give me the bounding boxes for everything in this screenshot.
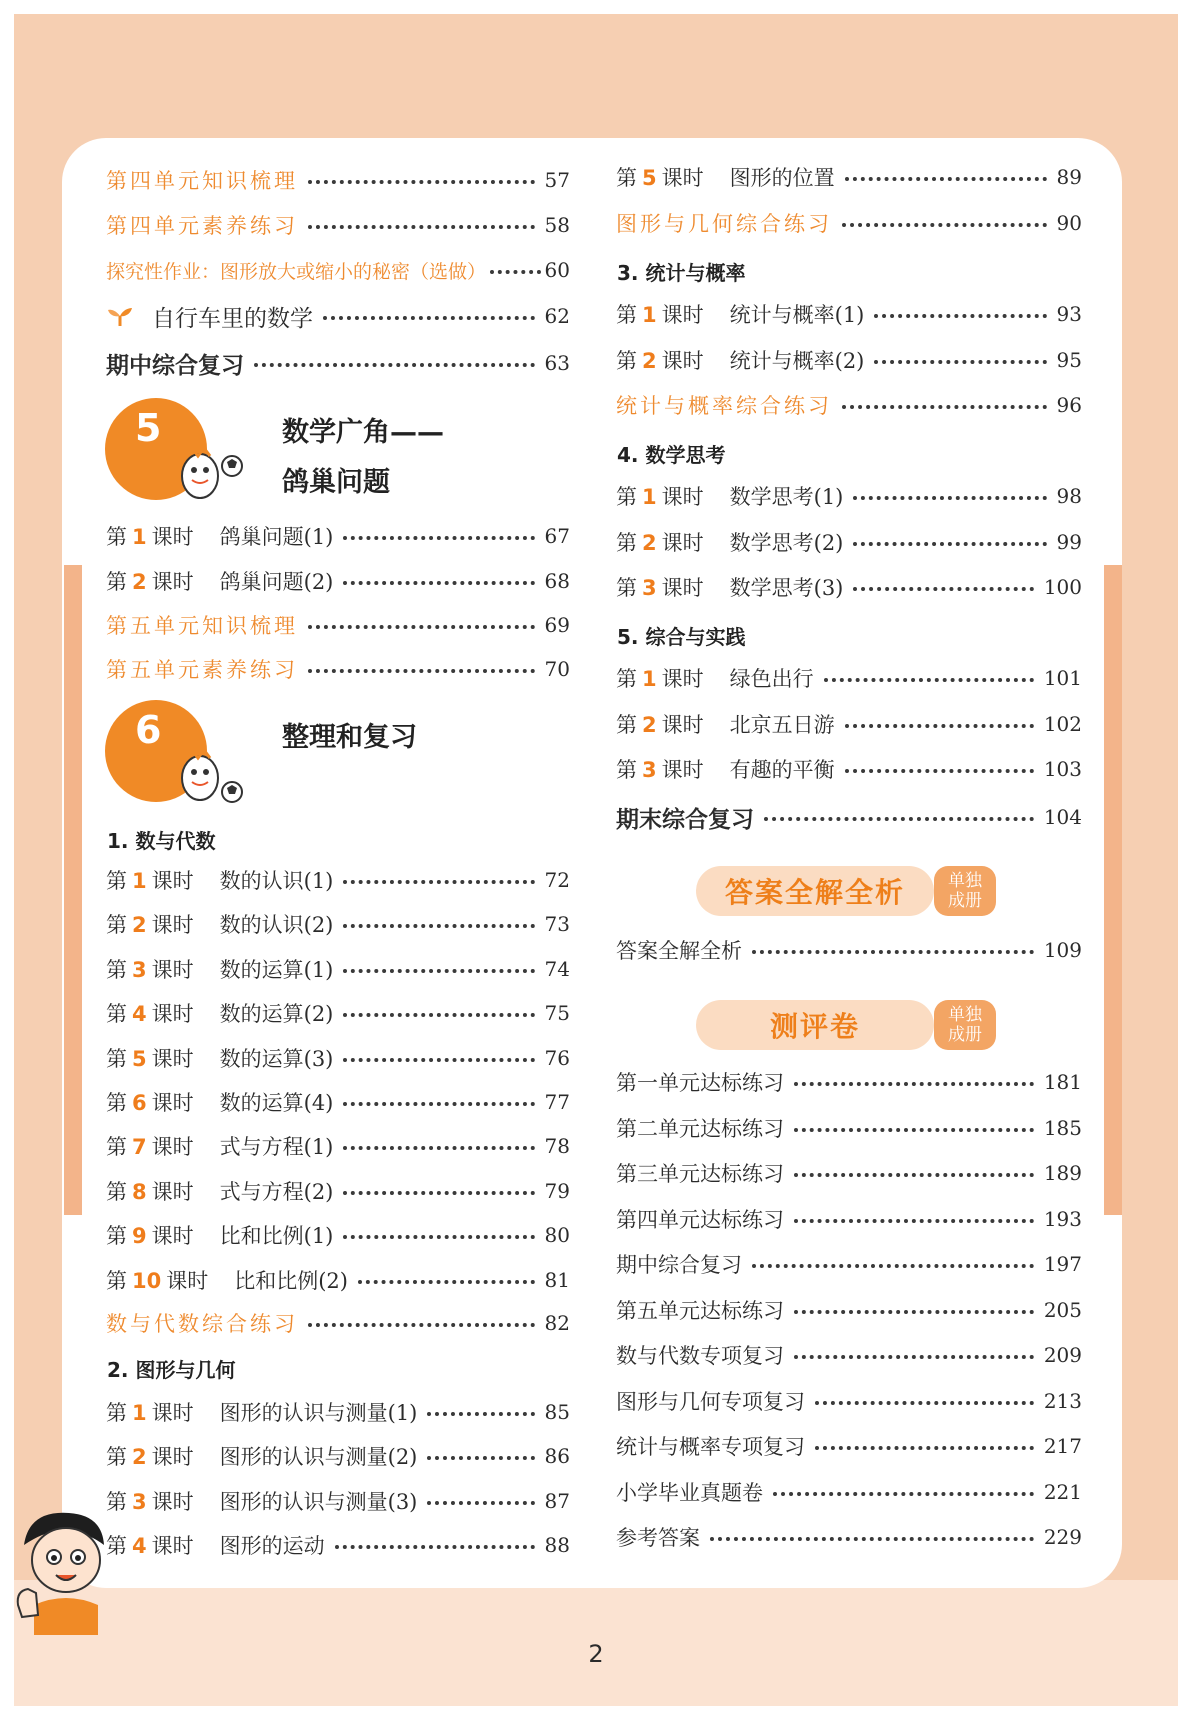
leader-dots <box>794 1173 1034 1177</box>
section-heading: 5. 综合与实践 <box>617 625 746 649</box>
leader-dots <box>343 536 534 540</box>
leader-dots <box>343 924 534 928</box>
leader-dots <box>815 1401 1034 1405</box>
leader-dots <box>874 360 1046 364</box>
boy-mascot-icon <box>14 1505 114 1639</box>
section-heading: 4. 数学思考 <box>617 443 726 467</box>
toc-entry[interactable]: 第一单元达标练习 181 <box>616 1070 1082 1095</box>
leader-dots <box>773 1492 1034 1496</box>
separate-volume-tag: 单独 成册 <box>934 1000 996 1050</box>
leader-dots <box>764 817 1034 821</box>
toc-entry[interactable]: 自行车里的数学 62 <box>106 296 570 336</box>
leader-dots <box>308 625 535 629</box>
toc-lesson[interactable]: 第 1 课时 绿色出行 101 <box>616 666 1082 691</box>
leader-dots <box>343 1102 534 1106</box>
toc-entry[interactable]: 图形与几何综合练习 90 <box>616 211 1082 236</box>
leader-dots <box>845 769 1034 773</box>
leader-dots <box>853 587 1033 591</box>
separate-volume-tag: 单独 成册 <box>934 866 996 916</box>
toc-entry[interactable]: 统计与概率综合练习 96 <box>616 393 1082 418</box>
leader-dots <box>323 316 535 320</box>
toc-entry[interactable]: 答案全解全析 109 <box>616 938 1082 963</box>
toc-entry[interactable]: 第二单元达标练习 185 <box>616 1115 1082 1141</box>
toc-entry[interactable]: 第四单元素养练习 58 <box>106 213 570 238</box>
unit6-title: 整理和复习 <box>282 722 417 753</box>
toc-entry[interactable]: 第五单元达标练习 205 <box>616 1297 1082 1323</box>
toc-entry[interactable]: 小学毕业真题卷 221 <box>616 1479 1082 1505</box>
leader-dots <box>815 1446 1034 1450</box>
toc-lesson[interactable]: 第 1 课时 数的认识(1) 72 <box>106 868 570 893</box>
leader-dots <box>343 581 534 585</box>
toc-lesson[interactable]: 第 10 课时 比和比例(2) 81 <box>106 1267 570 1293</box>
toc-entry[interactable]: 第四单元达标练习 193 <box>616 1206 1082 1232</box>
toc-lesson[interactable]: 第 3 课时 图形的认识与测量(3) 87 <box>106 1488 570 1514</box>
leader-dots <box>335 1545 535 1549</box>
toc-entry[interactable]: 图形与几何专项复习 213 <box>616 1388 1082 1414</box>
leader-dots <box>308 1323 535 1327</box>
leader-dots <box>343 1013 534 1017</box>
leader-dots <box>343 1235 534 1239</box>
toc-lesson[interactable]: 第 5 课时 图形的位置 89 <box>616 165 1082 190</box>
toc-lesson[interactable]: 第 5 课时 数的运算(3) 76 <box>106 1045 570 1071</box>
toc-lesson[interactable]: 第 2 课时 鸽巢问题(2) 68 <box>106 569 570 594</box>
section-heading: 1. 数与代数 <box>107 829 216 853</box>
leader-dots <box>845 177 1047 181</box>
toc-lesson[interactable]: 第 9 课时 比和比例(1) 80 <box>106 1223 570 1249</box>
leader-dots <box>842 405 1047 409</box>
toc-lesson[interactable]: 第 1 课时 图形的认识与测量(1) 85 <box>106 1400 570 1425</box>
leader-dots <box>794 1082 1034 1086</box>
right-side-tab <box>1104 565 1122 1215</box>
toc-lesson[interactable]: 第 2 课时 图形的认识与测量(2) 86 <box>106 1444 570 1470</box>
mascot-icon <box>170 440 250 510</box>
toc-lesson[interactable]: 第 3 课时 有趣的平衡 103 <box>616 757 1082 782</box>
leader-dots <box>824 678 1034 682</box>
unit5-title-line2: 鸽巢问题 <box>282 467 390 498</box>
toc-lesson[interactable]: 第 2 课时 北京五日游 102 <box>616 711 1082 737</box>
toc-entry[interactable]: 第五单元素养练习 70 <box>106 657 570 682</box>
toc-lesson[interactable]: 第 6 课时 数的运算(4) 77 <box>106 1090 570 1115</box>
section-heading: 3. 统计与概率 <box>617 261 746 285</box>
leader-dots <box>874 314 1046 318</box>
toc-lesson[interactable]: 第 2 课时 数学思考(2) 99 <box>616 529 1082 555</box>
mascot-icon <box>170 742 250 812</box>
toc-entry[interactable]: 第三单元达标练习 189 <box>616 1161 1082 1186</box>
sprout-icon <box>106 304 134 328</box>
left-side-tab <box>64 565 82 1215</box>
page-number: 2 <box>588 1640 604 1668</box>
leader-dots <box>308 669 535 673</box>
leader-dots <box>794 1310 1034 1314</box>
toc-entry[interactable]: 数与代数综合练习 82 <box>106 1311 570 1336</box>
toc-lesson[interactable]: 第 1 课时 数学思考(1) 98 <box>616 484 1082 509</box>
leader-dots <box>853 496 1046 500</box>
toc-entry[interactable]: 统计与概率专项复习 217 <box>616 1434 1082 1459</box>
toc-lesson[interactable]: 第 8 课时 式与方程(2) 79 <box>106 1178 570 1204</box>
leader-dots <box>343 1058 534 1062</box>
leader-dots <box>842 223 1047 227</box>
leader-dots <box>752 950 1034 954</box>
leader-dots <box>358 1280 535 1284</box>
unit5-title-line1: 数学广角—— <box>282 417 444 448</box>
toc-lesson[interactable]: 第 1 课时 统计与概率(1) 93 <box>616 302 1082 327</box>
leader-dots <box>752 1264 1034 1268</box>
toc-lesson[interactable]: 第 4 课时 数的运算(2) 75 <box>106 1001 570 1027</box>
leader-dots <box>794 1219 1034 1223</box>
toc-entry[interactable]: 第五单元知识梳理 69 <box>106 613 570 638</box>
leader-dots <box>343 880 534 884</box>
toc-entry[interactable]: 期末综合复习 104 <box>616 805 1082 833</box>
leader-dots <box>490 270 541 274</box>
leader-dots <box>343 1191 534 1195</box>
leader-dots <box>427 1456 534 1460</box>
leader-dots <box>254 363 535 367</box>
leader-dots <box>794 1128 1034 1132</box>
unit-number-badge: 6 <box>105 700 207 802</box>
toc-entry[interactable]: 探究性作业：图形放大或缩小的秘密（选做） 60 <box>106 258 570 283</box>
toc-entry[interactable]: 期中综合复习 197 <box>616 1252 1082 1277</box>
leader-dots <box>427 1501 534 1505</box>
toc-entry[interactable]: 数与代数专项复习 209 <box>616 1343 1082 1368</box>
tests-banner: 测评卷 <box>696 1000 934 1050</box>
leader-dots <box>845 724 1034 728</box>
section-heading: 2. 图形与几何 <box>107 1358 236 1382</box>
toc-lesson[interactable]: 第 3 课时 数的运算(1) 74 <box>106 956 570 982</box>
toc-lesson[interactable]: 第 7 课时 式与方程(1) 78 <box>106 1134 570 1160</box>
leader-dots <box>427 1412 534 1416</box>
toc-entry[interactable]: 参考答案 229 <box>616 1525 1082 1550</box>
leader-dots <box>343 969 534 973</box>
leader-dots <box>308 180 535 184</box>
toc-entry[interactable]: 第四单元知识梳理 57 <box>106 168 570 193</box>
toc-lesson[interactable]: 第 4 课时 图形的运动 88 <box>106 1533 570 1559</box>
leader-dots <box>710 1537 1034 1541</box>
toc-lesson[interactable]: 第 1 课时 鸽巢问题(1) 67 <box>106 524 570 549</box>
answers-banner: 答案全解全析 <box>696 866 934 916</box>
toc-lesson[interactable]: 第 2 课时 统计与概率(2) 95 <box>616 347 1082 373</box>
leader-dots <box>853 542 1046 546</box>
toc-lesson[interactable]: 第 3 课时 数学思考(3) 100 <box>616 575 1082 600</box>
toc-entry[interactable]: 期中综合复习 63 <box>106 351 570 379</box>
leader-dots <box>794 1355 1034 1359</box>
toc-lesson[interactable]: 第 2 课时 数的认识(2) 73 <box>106 912 570 938</box>
unit-number-badge: 5 <box>105 398 207 500</box>
leader-dots <box>308 225 535 229</box>
leader-dots <box>343 1146 534 1150</box>
